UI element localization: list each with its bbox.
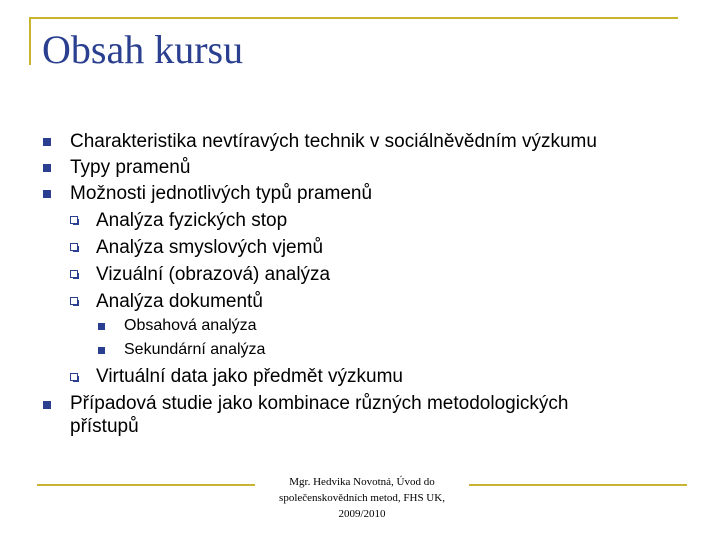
title-frame-vertical	[29, 17, 31, 65]
list-item: Analýza dokumentů	[96, 291, 263, 312]
list-item: Analýza smyslových vjemů	[96, 237, 324, 258]
list-item: Sekundární analýza	[124, 341, 266, 358]
slide-footer	[255, 474, 469, 522]
footer-line: Mgr. Hedvika Novotná, Úvod do	[289, 476, 435, 488]
title-frame-horizontal	[29, 17, 678, 19]
list-item: Obsahová analýza	[124, 317, 257, 334]
slide-title: Obsah kursu	[42, 27, 244, 72]
square-bullet-icon	[98, 347, 105, 354]
list-item: Vizuální (obrazová) analýza	[96, 264, 331, 285]
square-bullet-icon	[43, 138, 51, 146]
square-bullet-icon	[43, 164, 51, 172]
list-item-continuation: přístupů	[70, 416, 139, 437]
list-item: Analýza fyzických stop	[96, 210, 288, 231]
square-bullet-icon	[43, 401, 51, 409]
checkbox-bullet-icon	[70, 270, 78, 278]
square-bullet-icon	[43, 190, 51, 198]
list-item: Typy pramenů	[70, 157, 191, 178]
checkbox-bullet-icon	[70, 243, 78, 251]
checkbox-bullet-icon	[70, 297, 78, 305]
list-item: Možnosti jednotlivých typů pramenů	[70, 183, 373, 204]
list-item: Charakteristika nevtíravých technik v sociálněvědním výzkumu	[70, 131, 597, 152]
checkbox-bullet-icon	[70, 216, 78, 224]
list-item: Případová studie jako kombinace různých metodologických	[70, 393, 569, 414]
square-bullet-icon	[98, 323, 105, 330]
footer-line: 2009/2010	[338, 508, 386, 520]
footer-line: společenskovědních metod, FHS UK,	[279, 492, 445, 504]
checkbox-bullet-icon	[70, 373, 78, 381]
list-item: Virtuální data jako předmět výzkumu	[96, 366, 403, 387]
